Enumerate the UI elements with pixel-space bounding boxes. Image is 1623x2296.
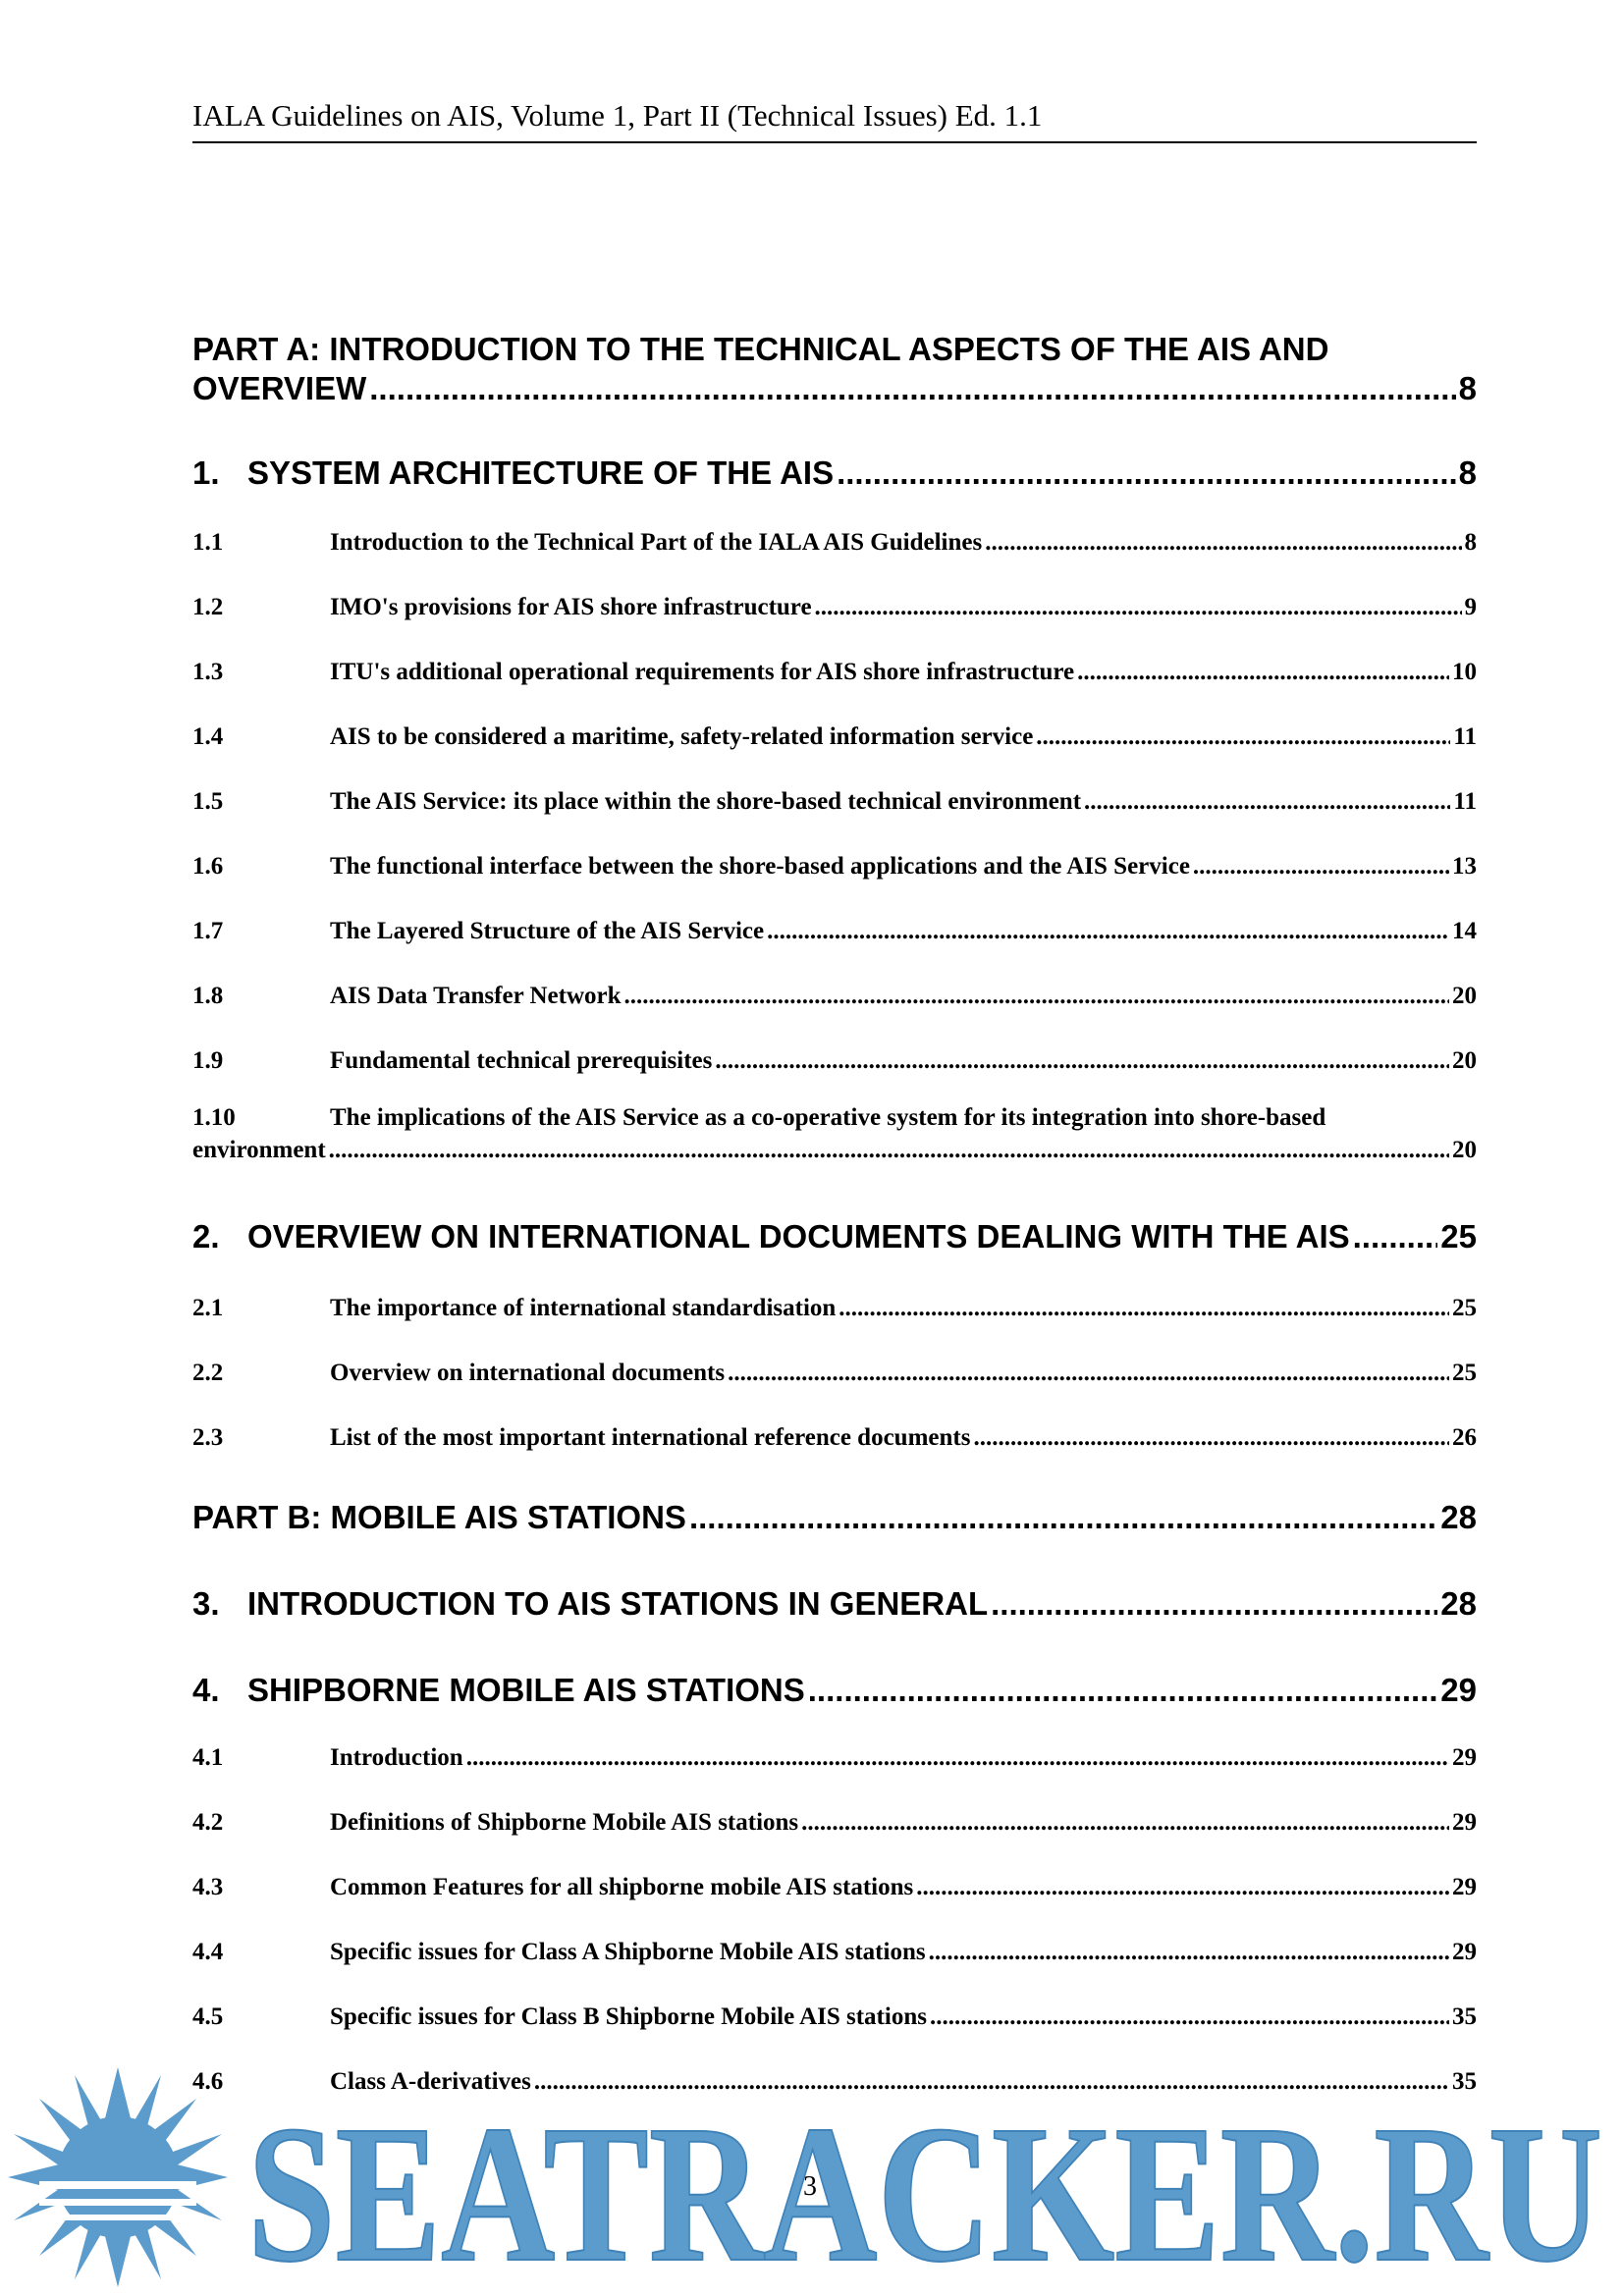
toc-entry-number: 2.1 [192, 1295, 224, 1321]
leader-dots [808, 1671, 1438, 1710]
toc-entry-1-6[interactable] [192, 852, 1477, 881]
toc-entry-title: IMO's provisions for AIS shore infrastructure [330, 594, 812, 620]
toc-page-number: 8 [1458, 454, 1477, 491]
toc-entry-number: 1.10 [192, 1104, 236, 1131]
toc-section-2[interactable] [192, 1217, 1477, 1256]
toc-page-number: 20 [1452, 1047, 1477, 1074]
toc-page-number: 25 [1440, 1218, 1477, 1255]
toc-entry-title: The functional interface between the shore-based applications and the AIS Service [330, 853, 1190, 880]
leader-dots [369, 369, 1455, 408]
toc-section-title: SYSTEM ARCHITECTURE OF THE AIS [247, 454, 835, 491]
toc-page-number: 29 [1452, 1744, 1477, 1771]
leader-dots [930, 2002, 1449, 2032]
toc-entry-1-2[interactable] [192, 593, 1477, 622]
toc-page-number: 35 [1452, 2068, 1477, 2095]
page-number: 3 [803, 2171, 817, 2202]
leader-dots [985, 528, 1461, 558]
toc-entry-title: The Layered Structure of the AIS Service [330, 918, 765, 944]
toc-entry-1-5[interactable] [192, 787, 1477, 817]
toc-entry-number: 4.3 [192, 1874, 224, 1900]
leader-dots [715, 1046, 1449, 1076]
toc-part-a-line1[interactable]: PART A: INTRODUCTION TO THE TECHNICAL ASPECTS OF THE AIS AND [192, 331, 1329, 367]
toc-entry-number: 4.1 [192, 1744, 224, 1771]
leader-dots [1077, 658, 1449, 687]
toc-entry-number: 1.2 [192, 594, 224, 620]
toc-entry-title: AIS Data Transfer Network [330, 983, 622, 1009]
toc-part-b[interactable] [192, 1498, 1477, 1537]
leader-dots [767, 917, 1449, 946]
leader-dots [839, 1294, 1449, 1323]
toc-entry-title: The importance of international standardisation [330, 1295, 837, 1321]
toc-entry-title: ITU's additional operational requirements for AIS shore infrastructure [330, 659, 1075, 685]
toc-page-number: 8 [1458, 370, 1477, 406]
leader-dots [329, 1136, 1449, 1165]
toc-section-title: INTRODUCTION TO AIS STATIONS IN GENERAL [247, 1585, 989, 1622]
toc-entry-title: Specific issues for Class A Shipborne Mobile AIS stations [330, 1939, 926, 1965]
toc-entry-1-8[interactable] [192, 982, 1477, 1011]
toc-page-number: 29 [1452, 1809, 1477, 1836]
toc-entry-1-1[interactable] [192, 528, 1477, 558]
toc-entry-1-9[interactable] [192, 1046, 1477, 1076]
toc-entry-1-10[interactable] [192, 1136, 1477, 1165]
toc-entry-4-3[interactable] [192, 1873, 1477, 1902]
toc-part-b-title: PART B: MOBILE AIS STATIONS [192, 1499, 686, 1535]
toc-entry-number: 1.1 [192, 529, 224, 556]
leader-dots [1353, 1217, 1438, 1256]
toc-entry-number: 1.6 [192, 853, 224, 880]
toc-entry-title: AIS to be considered a maritime, safety-related information service [330, 723, 1034, 750]
toc-entry-title: Common Features for all shipborne mobile AIS stations [330, 1874, 914, 1900]
toc-entry-title: The implications of the AIS Service as a co-operative system for its integration into shore-based [330, 1104, 1326, 1131]
toc-entry-4-5[interactable] [192, 2002, 1477, 2032]
toc-page-number: 29 [1452, 1874, 1477, 1900]
toc-page-number: 10 [1452, 659, 1477, 685]
toc-page-number: 28 [1440, 1499, 1477, 1535]
toc-section-number: 1. [192, 454, 220, 491]
toc-page-number: 35 [1452, 2003, 1477, 2030]
toc-entry-4-2[interactable] [192, 1808, 1477, 1838]
leader-dots [815, 593, 1462, 622]
toc-entry-2-1[interactable] [192, 1294, 1477, 1323]
toc-section-title: SHIPBORNE MOBILE AIS STATIONS [247, 1672, 805, 1708]
toc-entry-number: 4.4 [192, 1939, 224, 1965]
toc-page-number: 28 [1440, 1585, 1477, 1622]
toc-entry-number: 1.3 [192, 659, 224, 685]
toc-section-number: 2. [192, 1218, 220, 1255]
toc-entry-title: Class A-derivatives [330, 2068, 531, 2095]
toc-entry-number: 4.2 [192, 1809, 224, 1836]
leader-dots [689, 1498, 1437, 1537]
toc-entry-2-3[interactable] [192, 1423, 1477, 1453]
toc-entry-number: 1.5 [192, 788, 224, 815]
toc-entry-1-3[interactable] [192, 658, 1477, 687]
toc-page-number: 20 [1452, 1137, 1477, 1163]
leader-dots [991, 1584, 1437, 1624]
sun-logo-icon [8, 2067, 228, 2287]
toc-entry-2-2[interactable] [192, 1359, 1477, 1388]
toc-page-number: 29 [1440, 1672, 1477, 1708]
toc-entry-title: Fundamental technical prerequisites [330, 1047, 713, 1074]
toc-page-number: 26 [1452, 1424, 1477, 1451]
toc-section-number: 4. [192, 1672, 220, 1708]
leader-dots [1084, 787, 1450, 817]
toc-page-number: 11 [1453, 723, 1477, 750]
toc-section-title: OVERVIEW ON INTERNATIONAL DOCUMENTS DEALING WITH THE AIS [247, 1218, 1350, 1255]
toc-section-3[interactable] [192, 1584, 1477, 1624]
leader-dots [624, 982, 1449, 1011]
toc-entry-title: Introduction to the Technical Part of the IALA AIS Guidelines [330, 529, 983, 556]
toc-entry-title: Definitions of Shipborne Mobile AIS stations [330, 1809, 799, 1836]
leader-dots [916, 1873, 1449, 1902]
toc-entry-title: List of the most important international reference documents [330, 1424, 971, 1451]
leader-dots [837, 454, 1456, 493]
watermark-text: SEATRACKER.RU [247, 2086, 1602, 2296]
toc-entry-number: 2.3 [192, 1424, 224, 1451]
leader-dots [973, 1423, 1449, 1453]
toc-page-number: 25 [1452, 1360, 1477, 1386]
toc-section-1[interactable] [192, 454, 1477, 493]
toc-entry-number: 4.5 [192, 2003, 224, 2030]
toc-entry-title-continued: environment [192, 1137, 326, 1163]
toc-page-number: 25 [1452, 1295, 1477, 1321]
toc-entry-4-4[interactable] [192, 1938, 1477, 1967]
leader-dots [1193, 852, 1449, 881]
toc-entry-number: 1.8 [192, 983, 224, 1009]
toc-entry-number: 4.6 [192, 2068, 224, 2095]
toc-page-number: 11 [1453, 788, 1477, 815]
toc-entry-4-1[interactable] [192, 1743, 1477, 1773]
toc-page-number: 14 [1452, 918, 1477, 944]
toc-entry-1-4[interactable] [192, 722, 1477, 752]
leader-dots [929, 1938, 1449, 1967]
toc-part-a[interactable] [192, 369, 1477, 408]
leader-dots [466, 1743, 1449, 1773]
toc-entry-number: 1.4 [192, 723, 224, 750]
toc-entry-title: Specific issues for Class B Shipborne Mobile AIS stations [330, 2003, 927, 2030]
toc-entry-number: 1.9 [192, 1047, 224, 1074]
toc-section-number: 3. [192, 1585, 220, 1622]
toc-part-a-title: OVERVIEW [192, 370, 367, 406]
toc-entry-title: The AIS Service: its place within the shore-based technical environment [330, 788, 1082, 815]
toc-page-number: 20 [1452, 983, 1477, 1009]
toc-entry-number: 1.7 [192, 918, 224, 944]
leader-dots [801, 1808, 1449, 1838]
toc-entry-title: Introduction [330, 1744, 463, 1771]
leader-dots [728, 1359, 1449, 1388]
toc-page-number: 29 [1452, 1939, 1477, 1965]
toc-entry-1-10-line1[interactable] [192, 1103, 1325, 1133]
toc-entry-title: Overview on international documents [330, 1360, 726, 1386]
toc-page-number: 9 [1464, 594, 1477, 620]
toc-page-number: 13 [1452, 853, 1477, 880]
running-header: IALA Guidelines on AIS, Volume 1, Part II (Technical Issues) Ed. 1.1 [192, 94, 1477, 143]
toc-entry-1-7[interactable] [192, 917, 1477, 946]
leader-dots [1036, 722, 1450, 752]
toc-page-number: 8 [1464, 529, 1477, 556]
toc-entry-number: 2.2 [192, 1360, 224, 1386]
toc-section-4[interactable] [192, 1671, 1477, 1710]
